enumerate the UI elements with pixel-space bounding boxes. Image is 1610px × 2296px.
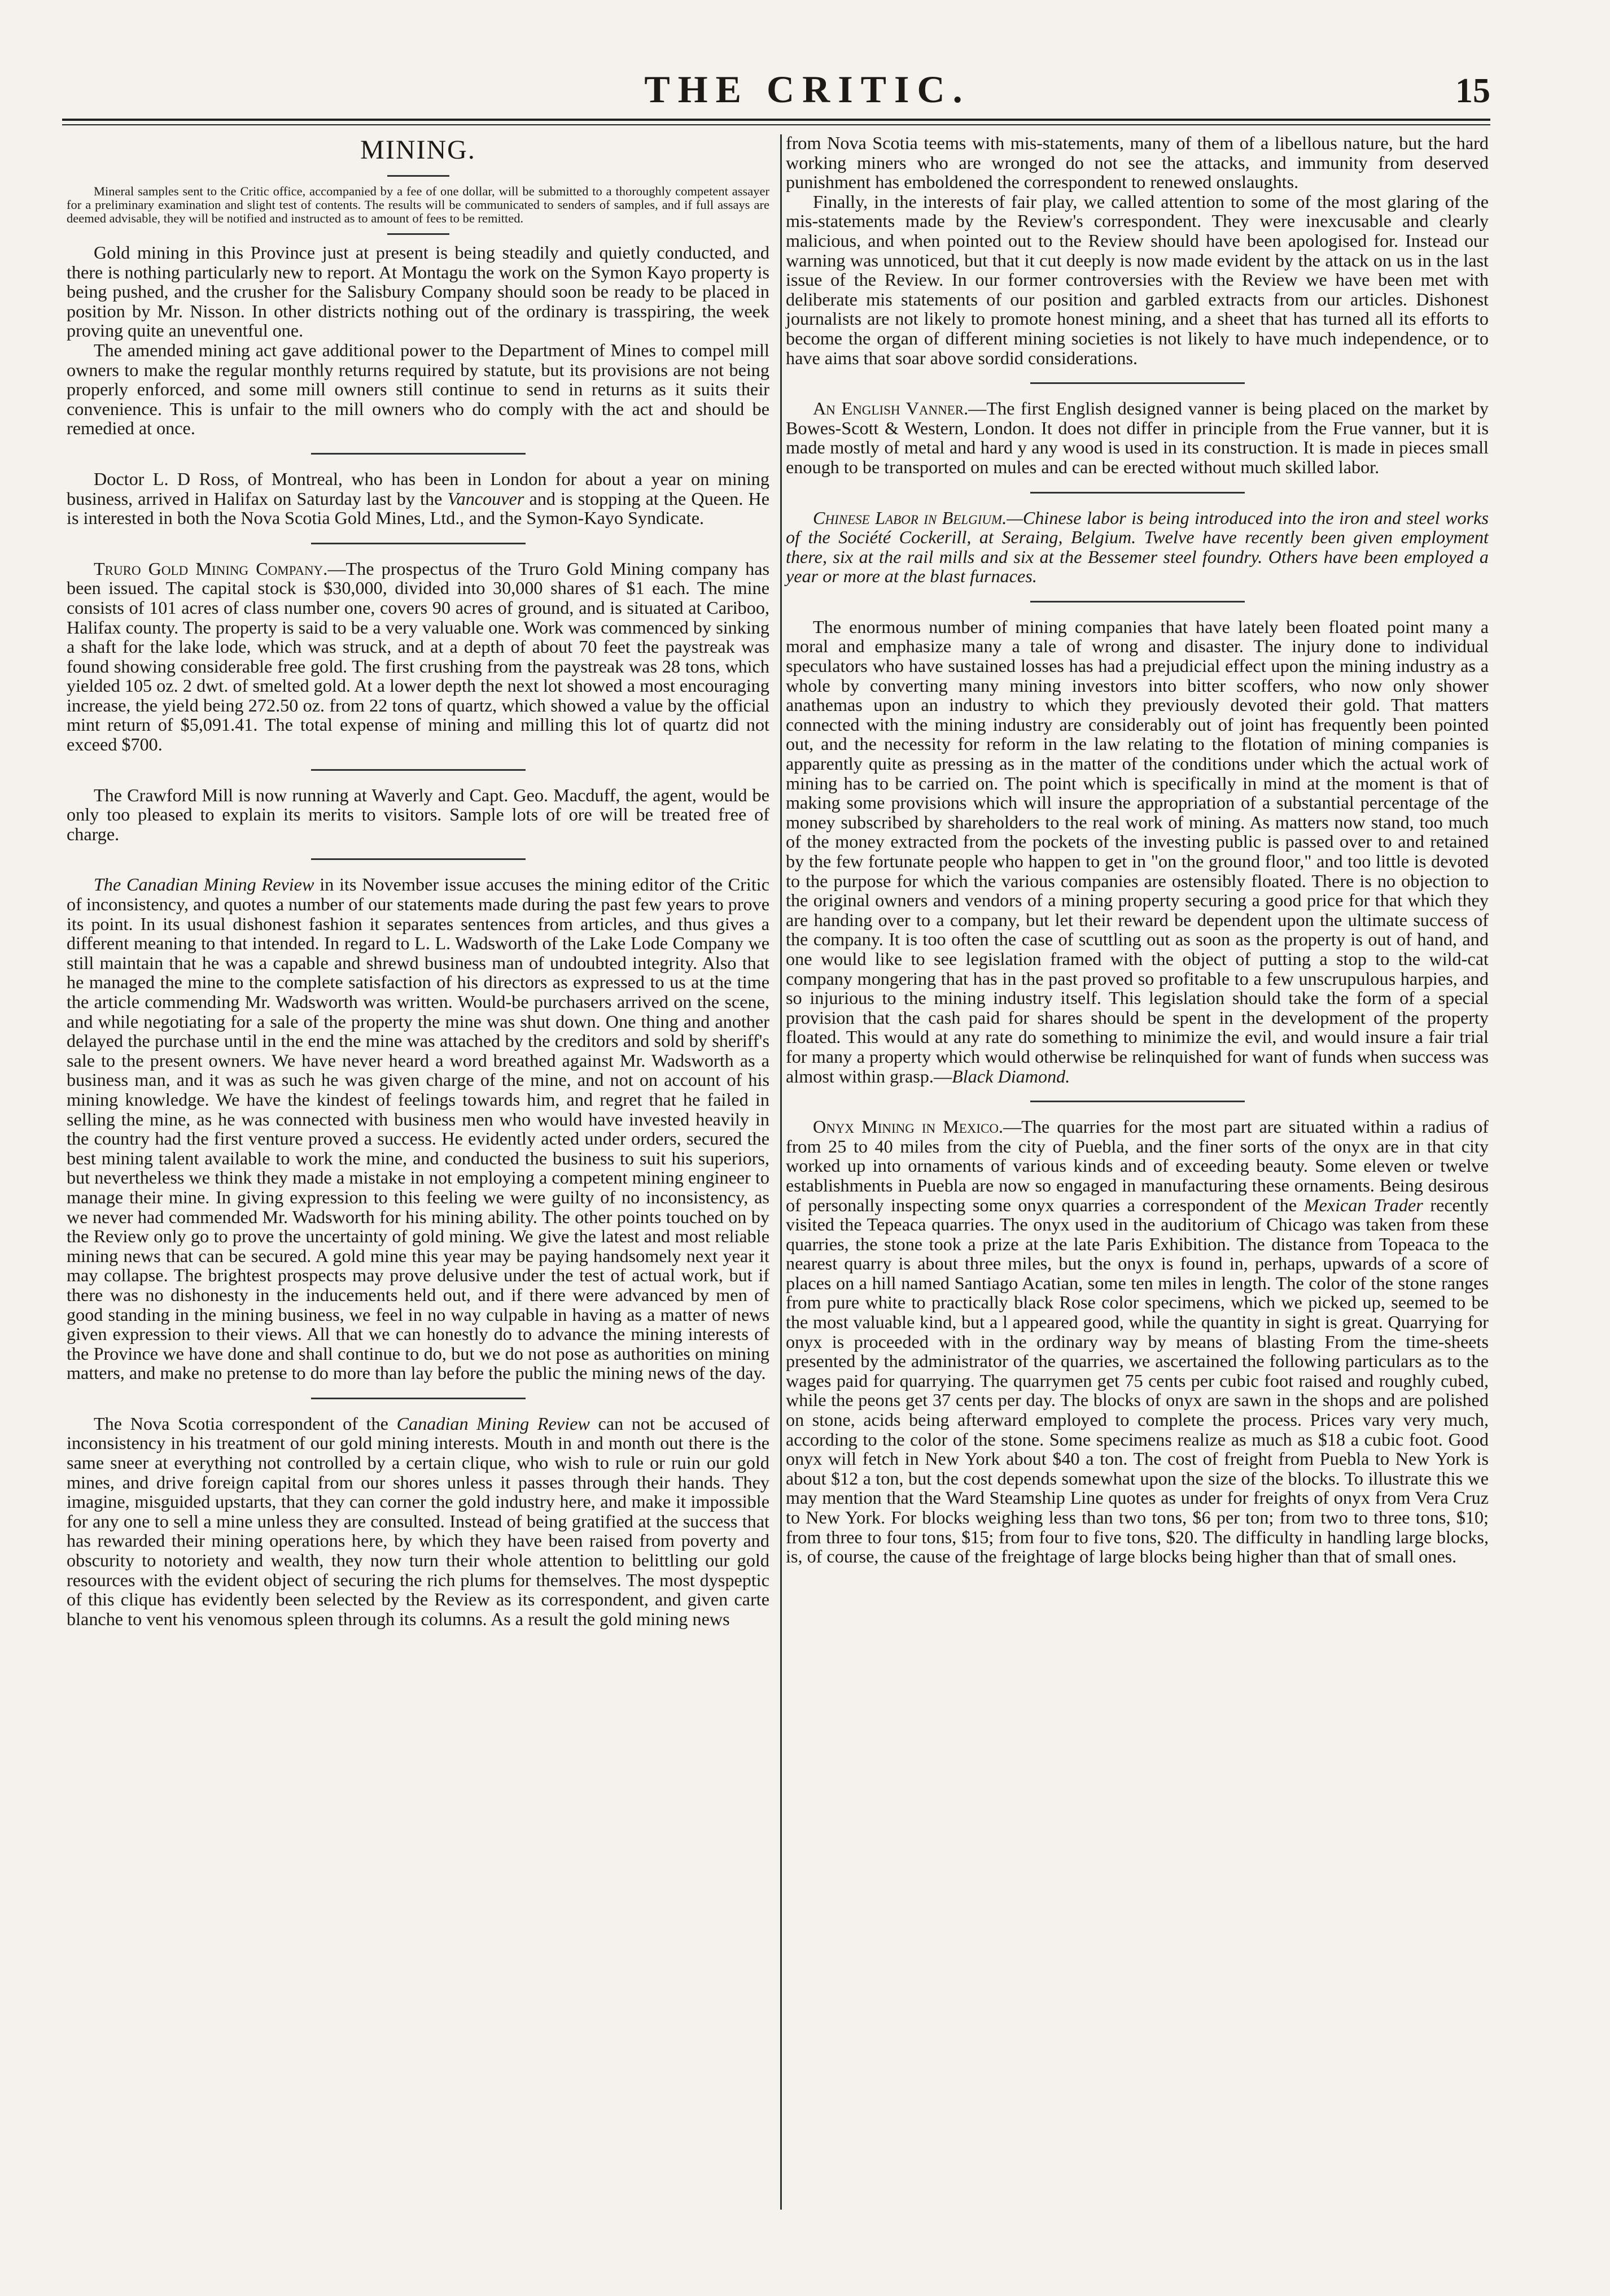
article-mining-act: The amended mining act gave additional power to the Department of Mines to compel mill owners to make the regular monthly returns required by statute, but its provisions are not being properly enforced, and some mill owners still continue to send in returns as it suits their convenience. This is unfair to the mill owners who do comply with the act and should be remedied at once. xyxy=(67,339,769,439)
section-title: MINING. xyxy=(360,135,476,165)
article-nova-scotia-correspondent xyxy=(67,1414,769,1629)
article-onyx-mining xyxy=(786,1117,1489,1566)
publication-name: The Canadian Mining Review xyxy=(94,874,314,895)
separator-rule xyxy=(387,233,449,235)
article-heading: Truro Gold Mining Company. xyxy=(94,558,328,579)
separator-rule xyxy=(311,543,526,544)
article-continuation: from Nova Scotia teems with mis-statements, many of them of a libellous nature, but the hard working miners who are wronged do not see the attacks, and immunity from deserved punishment has emboldened the correspondent to renewed onslaughts. xyxy=(786,133,1489,193)
article-crawford-mill: The Crawford Mill is now running at Waverly and Capt. Geo. Macduff, the agent, would be only too pleased to explain its merits to visitors. Sample lots of ore will be treated free of charge. xyxy=(67,784,769,844)
separator-rule xyxy=(1030,492,1245,494)
header-rule-thin xyxy=(62,124,1490,125)
ship-name: Vancouver xyxy=(447,488,524,509)
article-doctor-ross xyxy=(67,469,769,528)
separator-rule xyxy=(1030,601,1245,603)
assay-notice: Mineral samples sent to the Critic office, accompanied by a fee of one dollar, will be submitted to a thoroughly competent assayer for a preliminary examination and slight test of contents. The results will be communicated to senders of samples, and if full assays are deemed advisable, they will be notified and instructed as to amount of fees to be remitted. xyxy=(67,184,769,225)
section-rule xyxy=(387,175,449,177)
text-run: recently visited the Tepeaca quarries. The onyx used in the auditorium of Chicago was taken from these quarries, the stone took a prize at the late Paris Exhibition. The distance from Topeaca to the nearest quarry is about three miles, but the onyx is found in, perhaps, upwards of a score of places on a hill named Santiago Acatian, some ten miles in length. The color of the stone ranges from pure white to practically black Rose color specimens, which we picked up, seemed to be the most valuable kind, but a l appeared good, while the quantity in sight is great. Quarrying for onyx is proceeded with in the ordinary way by means of blasting From the time-sheets presented by the administrator of the quarries, we ascertained the following particulars as to the wages paid for quarrying. The quarrymen get 75 cents per cubic foot raised and roughly cubed, while the peons get 37 cents per day. The blocks of onyx are sawn in the shops and are polished on stone, acids being afterward employed to complete the process. Prices vary very much, according to the color of the stone. Some specimens realize as much as $18 a cubic foot. Good onyx will fetch in New York about $40 a ton. The cost of freight from Puebla to New York is about $12 a ton, but the cost depends somewhat upon the size of the blocks. To illustrate this we may mention that the Ward Steamship Line quotes as under for freights of onyx from Vera Cruz to New York. For blocks weighing less than two tons, $6 per ton; from two to three tons, $10; from three to four tons, $15; from four to five tons, $20. The difficulty in handling large blocks, is, of course, the cause of the freightage of large blocks being higher than that of small ones. xyxy=(786,1194,1489,1567)
masthead-title: THE CRITIC. xyxy=(644,68,970,111)
publication-name: Canadian Mining Review xyxy=(396,1413,590,1434)
separator-rule xyxy=(1030,1101,1245,1102)
article-chinese-labor xyxy=(786,508,1489,586)
separator-rule xyxy=(311,453,526,455)
article-heading: Onyx Mining in Mexico. xyxy=(813,1116,1004,1137)
header-rule xyxy=(62,119,1490,121)
article-gold-mining: Gold mining in this Province just at present is being steadily and quietly conducted, and there is nothing particularly new to report. At Montagu the work on the Symon Kayo property is being pushed, and the crusher for the Salisbury Company should soon be ready to be placed in position by Mr. Nisson. In other districts nothing out of the ordinary is trasspiring, the week proving quite an uneventful one. xyxy=(67,242,769,341)
page-number: 15 xyxy=(1455,72,1490,110)
separator-rule xyxy=(311,1398,526,1399)
text-run: Doctor L. D Ross, of Montreal, who has been in London for about a year on mining business, arrived in Halifax on Saturday last by the xyxy=(67,468,769,509)
text-run: in its November issue accuses the mining editor of the Critic of inconsistency, and quotes a number of our statements made during the past few years to prove its point. In its usual dishonest fashion it separates sentences from articles, and thus gives a different meaning to that intended. In regard to L. L. Wadsworth of the Lake Lode Company we still maintain that he was a capable and shrewd business man of undoubted integrity. Also that he managed the mine to the complete satisfaction of his directors as expressed to us at the time the article commending Mr. Wadsworth was written. Would-be purchasers arrived on the scene, and while negotiating for a sale of the property the mine was shut down. One thing and another delayed the purchase until in the end the mine was attached by the creditors and sold by sheriff's sale to the present owners. We have never heard a word breathed against Mr. Wadsworth as a business man, and it was as such he was given charge of the mine, and not on account of his mining knowledge. We have the kindest of feelings towards him, and regret that he failed in selling the mine, as he was connected with business men who would have invested heavily in the country had the first venture proved a success. He evidently acted under orders, secured the best mining talent available to work the mine, and conducted the business to suit his superiors, but nevertheless we think they made a mistake in not employing a competent mining engineer to manage their mine. In giving expression to this feeling we were guilty of no inconsistency, as we never had commended Mr. Wadsworth for his mining ability. The other points touched on by the Review only go to prove the uncertainty of gold mining. We give the latest and most reliable mining news that can be secured. A gold mine this year may be paying handsomely next year it may collapse. The brightest prospects may prove delusive under the test of actual work, but if there was no dishonesty in the inducements held out, and if there were advanced by men of good standing in the mining business, we feel in no way culpable in having as a matter of news given expression to their views. All that we can honestly do to advance the mining interests of the Province we have done and shall continue to do, but we do not pose as authorities on mining matters, and make no pretense to do more than lay before the public the mining news of the day. xyxy=(67,874,769,1383)
text-run: can not be accused of inconsistency in his treatment of our gold mining interests. Mouth in and month out there is the same sneer at everything not controlled by a certain clique, who wish to rule or ruin our gold mines, and drive foreign capital from our shores unless it passes through their hands. They imagine, misguided upstarts, that they can corner the gold industry here, and make it impossible for any one to sell a mine unless they are consulted. Instead of being gratified at the success that has rewarded their mining operations here, by which they have been raised from poverty and obscurity to notoriety and wealth, they now turn their whole attention to belittling our gold resources with the evident object of securing the rich plums for themselves. The most dyspeptic of this clique has evidently been selected by the Review as its correspondent, and given carte blanche to vent his venomous spleen through its columns. As a result the gold mining news xyxy=(67,1413,769,1629)
article-mining-companies xyxy=(786,617,1489,1086)
text-run: The Nova Scotia correspondent of the xyxy=(94,1413,397,1434)
text-run: —Chinese labor is being introduced into the iron and steel works of the Société Cockerill, at Seraing, Belgium. Twelve have recently been given employment there, six at the rail mills and six at the Bessemer steel foundry. Others have been employed a year or more at the blast furnaces. xyxy=(786,507,1489,587)
text-run: and is stopping at the Queen. He is interested in both the Nova Scotia Gold Mines, Ltd., and the Symon-Kayo Syndicate. xyxy=(67,488,770,529)
text-run: The enormous number of mining companies that have lately been floated point many a moral and emphasize many a tale of wrong and disaster. The injury done to individual speculators who have sustained losses has had a prejudicial effect upon the mining industry as a whole by converting many mining investors into bitter scoffers, who now only shower anathemas upon an industry to which they previously devoted their gold. That matters connected with the mining industry are considerably out of joint has frequently been pointed out, and the necessity for reform in the law relating to the flotation of mining companies is apparently quite as pressing as in the matter of the conditions under which the actual work of mining has to be carried on. The point which is specifically in mind at the moment is that of making some provisions which will insure the appropriation of a substantial percentage of the money subscribed by shareholders to the real work of mining. As matters now stand, too much of the money extracted from the pockets of the investing public is passed over to and retained by the few fortunate people who happen to get in "on the ground floor," and too little is devoted to the purpose for which the various companies are ostensibly floated. There is no objection to the original owners and vendors of a mining property securing a good price for that which they are handing over to a company, but let their reward be dependent upon the ultimate success of the company. It is too often the case of scuttling out as soon as the property is out of hand, and one would like to see legislation framed with the object of putting a stop to the wild-cat company mongering that has in the past proved so profitable to a few unscrupulous harpies, and so injurious to the mining industry itself. This legislation should take the form of a special provision that the cash paid for shares should be spent in the development of the property floated. This would at any rate do something to minimize the evil, and would insure a fair trial for many a property which would otherwise be relinquished for want of funds when success was almost within grasp.— xyxy=(786,616,1489,1086)
article-english-vanner xyxy=(786,399,1489,477)
left-column xyxy=(67,133,769,1629)
article-heading: An English Vanner. xyxy=(813,398,969,419)
article-fair-play: Finally, in the interests of fair play, we called attention to some of the most glaring of the mis-statements made by the Review's correspondent. They were inexcusable and clearly malicious, and when pointed out to the Review should have been apologised for. Instead our warning was unnoticed, but that it cut deeply is now made evident by the attack on us in the last issue of the Review. In our former controversies with the Review we have been met with deliberate mis statements of our position and garbled extracts from our articles. Dishonest journalists are not likely to promote honest mining, and a sheet that has turned all its efforts to become the organ of different mining societies is not likely to have much independence, or to have aims that soar above sordid considerations. xyxy=(786,191,1489,368)
article-heading: Chinese Labor in Belgium. xyxy=(813,507,1007,528)
separator-rule xyxy=(311,769,526,771)
text-run: —The quarries for the most part are situated within a radius of from 25 to 40 miles from the city of Puebla, and the finer sorts of the onyx are in that city worked up into ornaments of various kinds and of exceeding beauty. Some eleven or twelve establishments in Puebla are now so engaged in manufacturing these ornaments. Being desirous of personally inspecting some onyx quarries a correspondent of the xyxy=(786,1116,1489,1215)
right-column xyxy=(786,133,1489,1566)
article-mining-review xyxy=(67,875,769,1382)
source-credit: Black Diamond. xyxy=(952,1066,1070,1086)
publication-name: Mexican Trader xyxy=(1303,1194,1423,1215)
column-divider xyxy=(780,134,782,2210)
separator-rule xyxy=(311,858,526,860)
separator-rule xyxy=(1030,382,1245,384)
article-truro-gold xyxy=(67,559,769,754)
text-run: —The prospectus of the Truro Gold Mining company has been issued. The capital stock is $30,000, divided into 30,000 shares of $1 each. The mine consists of 101 acres of class number one, covers 90 acres of ground, and is situated at Cariboo, Halifax county. The property is said to be a very valuable one. Work was commenced by sinking a shaft for the lake lode, which was struck, and at a depth of about 70 feet the paystreak was found showing considerable free gold. The first crushing from the paystreak was 28 tons, which yielded 105 oz. 2 dwt. of smelted gold. At a lower depth the next lot showed a most encouraging increase, the yield being 272.50 oz. from 22 tons of quartz, which showed a value by the official mint return of $5,091.41. The total expense of mining and milling this lot of quartz did not exceed $700. xyxy=(67,558,770,755)
text-run: —The first English designed vanner is being placed on the market by Bowes-Scott & Western, London. It does not differ in principle from the Frue vanner, but it is made mostly of metal and hard y any wood is used in its construction. It is made in pieces small enough to be transported on mules and can be erected without much skilled labor. xyxy=(786,398,1489,477)
